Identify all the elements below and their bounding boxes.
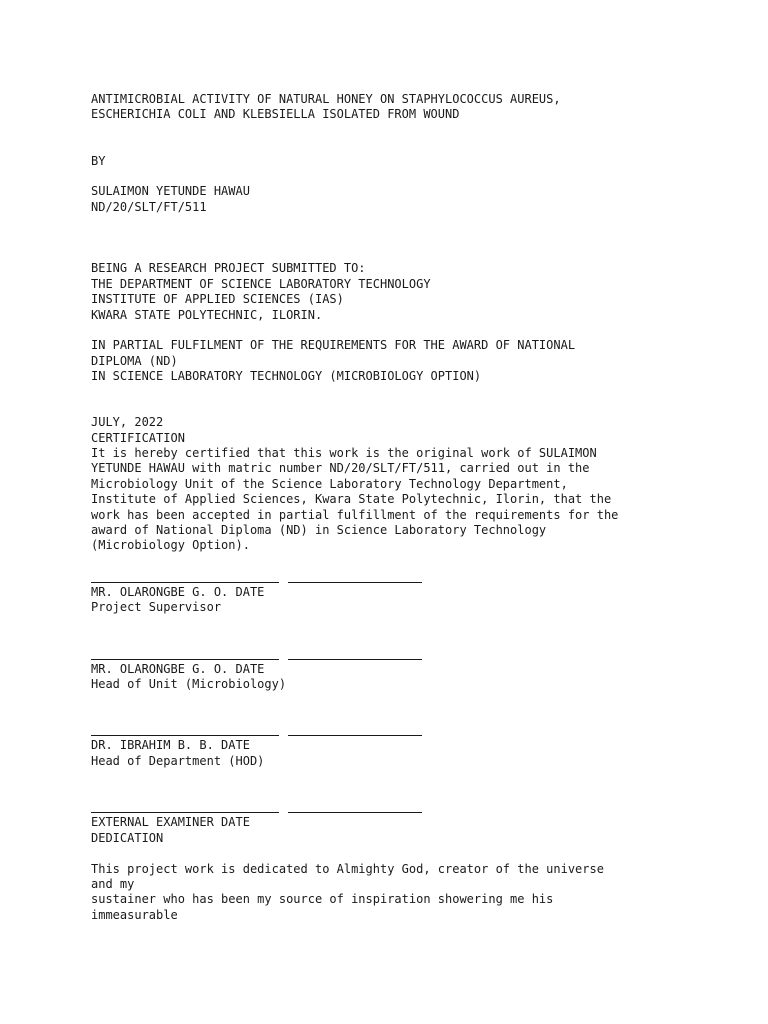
spacer (91, 384, 701, 415)
spacer (91, 846, 701, 861)
dedication-line-3: sustainer who has been my source of inspiration showering me his (91, 892, 554, 907)
certification-line-7: (Microbiology Option). (91, 538, 250, 553)
certification-line-2: YETUNDE HAWAU with matric number ND/20/SLT/FT/511, carried out in the (91, 461, 590, 476)
signatory-name: EXTERNAL EXAMINER DATE (91, 815, 250, 830)
signature-lines (91, 569, 701, 584)
spacer (91, 769, 701, 800)
fulfilment-line-3: IN SCIENCE LABORATORY TECHNOLOGY (MICROBIOLOGY OPTION) (91, 369, 482, 384)
signature-lines (91, 646, 701, 661)
submission-line-2: THE DEPARTMENT OF SCIENCE LABORATORY TECHNOLOGY (91, 276, 431, 291)
fulfilment-line-1: IN PARTIAL FULFILMENT OF THE REQUIREMENTS FOR THE AWARD OF NATIONAL (91, 338, 576, 353)
submission-line-4: KWARA STATE POLYTECHNIC, ILORIN. (91, 307, 323, 322)
author-matric: ND/20/SLT/FT/511 (91, 199, 207, 214)
signatory-name: MR. OLARONGBE G. O. DATE (91, 661, 265, 676)
dedication-line-2: and my (91, 877, 135, 892)
spacer (91, 615, 701, 646)
signature-date-line (288, 659, 422, 660)
signatory-role: Head of Department (HOD) (91, 753, 265, 768)
signature-name-line (91, 659, 279, 660)
dedication-line-4: immeasurable (91, 907, 178, 922)
spacer (91, 215, 701, 261)
signatory-role: Head of Unit (Microbiology) (91, 676, 287, 691)
signature-date-line (288, 735, 422, 736)
signature-lines (91, 800, 701, 815)
submission-date: JULY, 2022 (91, 415, 164, 430)
certification-line-4: Institute of Applied Sciences, Kwara State Polytechnic, Ilorin, that the (91, 492, 612, 507)
certification-heading: CERTIFICATION (91, 430, 185, 445)
spacer (91, 123, 701, 154)
submission-line-1: BEING A RESEARCH PROJECT SUBMITTED TO: (91, 261, 366, 276)
by-label: BY (91, 153, 106, 168)
signature-date-line (288, 582, 422, 583)
certification-line-6: award of National Diploma (ND) in Science Laboratory Technology (91, 522, 547, 537)
signature-name-line (91, 735, 279, 736)
signature-date-line (288, 812, 422, 813)
document-page (91, 92, 701, 923)
certification-line-1: It is hereby certified that this work is the original work of SULAIMON (91, 446, 597, 461)
signature-name-line (91, 812, 279, 813)
certification-line-5: work has been accepted in partial fulfillment of the requirements for the (91, 507, 619, 522)
signature-lines (91, 723, 701, 738)
spacer (91, 554, 701, 569)
signatory-role: Project Supervisor (91, 599, 222, 614)
signatory-name: MR. OLARONGBE G. O. DATE (91, 584, 265, 599)
title-line-1: ANTIMICROBIAL ACTIVITY OF NATURAL HONEY ON STAPHYLOCOCCUS AUREUS, (91, 92, 561, 106)
spacer (91, 323, 701, 338)
spacer (91, 692, 701, 723)
dedication-heading: DEDICATION (91, 830, 164, 845)
certification-line-3: Microbiology Unit of the Science Laboratory Technology Department, (91, 476, 568, 491)
author-name: SULAIMON YETUNDE HAWAU (91, 184, 250, 199)
dedication-line-1: This project work is dedicated to Almighty God, creator of the universe (91, 861, 604, 876)
submission-line-3: INSTITUTE OF APPLIED SCIENCES (IAS) (91, 292, 344, 307)
signature-name-line (91, 582, 279, 583)
signatory-name: DR. IBRAHIM B. B. DATE (91, 738, 250, 753)
fulfilment-line-2: DIPLOMA (ND) (91, 353, 178, 368)
spacer (91, 169, 701, 184)
title-line-2: ESCHERICHIA COLI AND KLEBSIELLA ISOLATED FROM WOUND (91, 107, 460, 122)
